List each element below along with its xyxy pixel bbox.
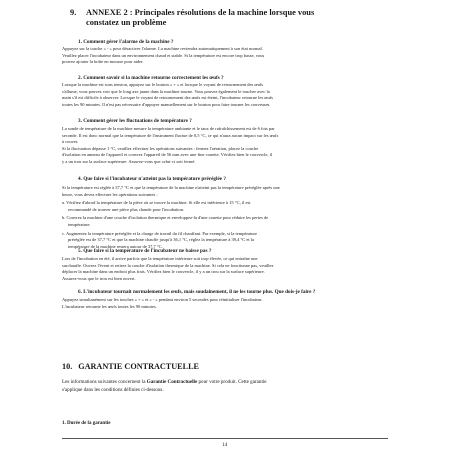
item-2-line: main s'il est difficile à observer. Lorsque le voyant de retournement des œufs est éteint, l'incubateur retourne les œufs bbox=[62, 95, 273, 101]
intro-text-before: Les informations suivantes concernent la bbox=[62, 379, 147, 385]
annex-heading bbox=[70, 8, 370, 28]
item-4-line: Si la température est réglée à 37,7 °C et que la température de la machine n'atteint pas la température préréglée après une bbox=[62, 185, 280, 190]
item-3-line: y a un trou sur la surface supérieure. Assurez-vous que celui-ci soit fermé. bbox=[62, 158, 196, 164]
item-3-line: à couver. bbox=[62, 139, 79, 145]
intro-text-bold: Garantie Contractuelle bbox=[146, 379, 198, 385]
item-4-line: heure, vous devez effectuer les opérations suivantes : bbox=[62, 191, 158, 197]
item-6-line: Appuyez simultanément sur les touches « + » et « - » pendant environ 5 secondes pour réinitialiser l'incubateur. bbox=[62, 297, 263, 302]
item-4-heading: 4. Que faire si l'incubateur n'atteint pas la température préréglée ? bbox=[78, 176, 226, 182]
subsection-duree-heading: 1. Durée de la garantie bbox=[62, 421, 111, 426]
item-2-line: s'allume, vous pouvez voir que le long axe jaune dans la machine tourne. Vous pouvez également le toucher avec la bbox=[62, 88, 270, 94]
item-5-line: Lors de l'incubation en été, il arrive parfois que la température intérieure soit trop élevée, ce qui entraîne une bbox=[62, 256, 258, 261]
section-10-heading bbox=[62, 362, 199, 371]
item-6-heading: 6. L'incubateur tournait normalement les œufs, mais soudainement, il ne les tourne plus. Que dois-je faire ? bbox=[78, 289, 316, 295]
item-5-line: surchauffe. Ouvrez l'évent et retirez la couche d'isolation thermique de la machine. Si cela ne fonctionne pas, veuillez bbox=[62, 262, 274, 268]
annex-title-line1: ANNEXE 2 : Principales résolutions de la machine lorsque vous bbox=[86, 8, 315, 17]
item-3-line: Si la fluctuation dépasse 1 °C, veuillez effectuer les opérations suivantes : fermez l'aération, placez la couche bbox=[62, 145, 259, 151]
section-10-title: GARANTIE CONTRACTUELLE bbox=[78, 362, 200, 371]
item-4-line: préréglée est de 37,7 °C et que la machine chauffe jusqu'à 36,1 °C, réglez la température à 39,4 °C et la bbox=[68, 237, 255, 243]
item-5-body bbox=[62, 256, 386, 282]
item-6-line: L'incubateur retourne les œufs toutes les 90 minutes. bbox=[62, 303, 157, 309]
item-1-line: pouvez ajouter la boîte en mousse pour aider. bbox=[62, 59, 144, 65]
item-1-line: Veuillez placer l'incubateur dans un environnement chaud et stable. Si la température est encore trop basse, vous bbox=[62, 52, 265, 58]
item-4-line: a. Vérifiez d'abord la température de la pièce où se trouve la machine. Si elle est inférieure à 15 °C, il est bbox=[62, 200, 251, 206]
annex-title-line2: constatez un problème bbox=[86, 18, 167, 27]
footer-divider bbox=[62, 438, 388, 439]
intro-line-2: s'applique dans les conditions définies ci-dessous. bbox=[62, 387, 164, 393]
item-6-body bbox=[62, 297, 386, 310]
section-10-number: 10. bbox=[62, 362, 73, 371]
item-4-body bbox=[62, 185, 386, 250]
intro-text-after: pour votre produit. Cette garantie bbox=[197, 379, 267, 385]
item-4-line: c. Augmentez la température préréglée et la charge de travail du fil chauffant. Par exemple, si la température bbox=[62, 230, 257, 236]
item-3-body bbox=[62, 126, 386, 166]
item-1-heading: 1. Comment gérer l'alarme de la machine ? bbox=[78, 39, 174, 45]
item-2-line: Lorsque la machine est sous tension, appuyez sur le bouton « + » et lorsque le voyant de retournement des œufs bbox=[62, 82, 264, 87]
page-number: 14 bbox=[222, 442, 228, 448]
item-4-line: recommandé de trouver une pièce plus chaude pour l'incubation. bbox=[68, 206, 185, 212]
item-4-line: b. Couvrez la machine d'une couche d'isolation thermique et enveloppez-la d'une couette pour réduire les pertes de bbox=[62, 215, 269, 221]
item-1-line: Appuyez sur la touche « - » pour désactiver l'alarme. La machine reviendra automatiquement à son état normal. bbox=[62, 46, 263, 51]
item-2-body bbox=[62, 82, 386, 108]
item-2-line: toutes les 90 minutes. Il n'est pas nécessaire d'appuyer manuellement sur le bouton pour faire tourner les couveuses. bbox=[62, 101, 271, 107]
item-4-line: température de la machine restera autour de 37,7 °C. bbox=[68, 243, 163, 249]
item-1-body bbox=[62, 46, 386, 66]
item-4-line: température. bbox=[68, 221, 91, 227]
item-3-line: La sonde de température de la machine mesure la température ambiante et le taux de rafraîchissement est de 6 fois par bbox=[62, 126, 275, 131]
item-3-heading: 3. Comment gérer les fluctuations de température ? bbox=[78, 118, 192, 124]
item-3-line: d'isolation en anneau de l'appareil et couvrez l'appareil de 56 mm avec une fine couette. Vérifiez bien le couvercle, il bbox=[62, 152, 273, 158]
item-5-line: déplacer la machine dans un endroit plus frais. Vérifiez bien le couvercle, il y a un trou sur la surface supérieure. bbox=[62, 269, 265, 275]
section-10-intro bbox=[62, 378, 392, 394]
item-5-line: Assurez-vous que le trou est bien ouvert. bbox=[62, 275, 136, 281]
item-3-line: seconde. Il est donc normal que la température de l'instrument fluctue de 0,5 °C, ce qui n'aura aucun impact sur les œufs bbox=[62, 132, 279, 138]
annex-number: 9. bbox=[70, 8, 77, 17]
item-2-heading: 2. Comment savoir si la machine retourne correctement les œufs ? bbox=[78, 75, 224, 81]
item-5-heading: 5. Que faire si la température de l'incubateur ne baisse pas ? bbox=[78, 248, 212, 254]
